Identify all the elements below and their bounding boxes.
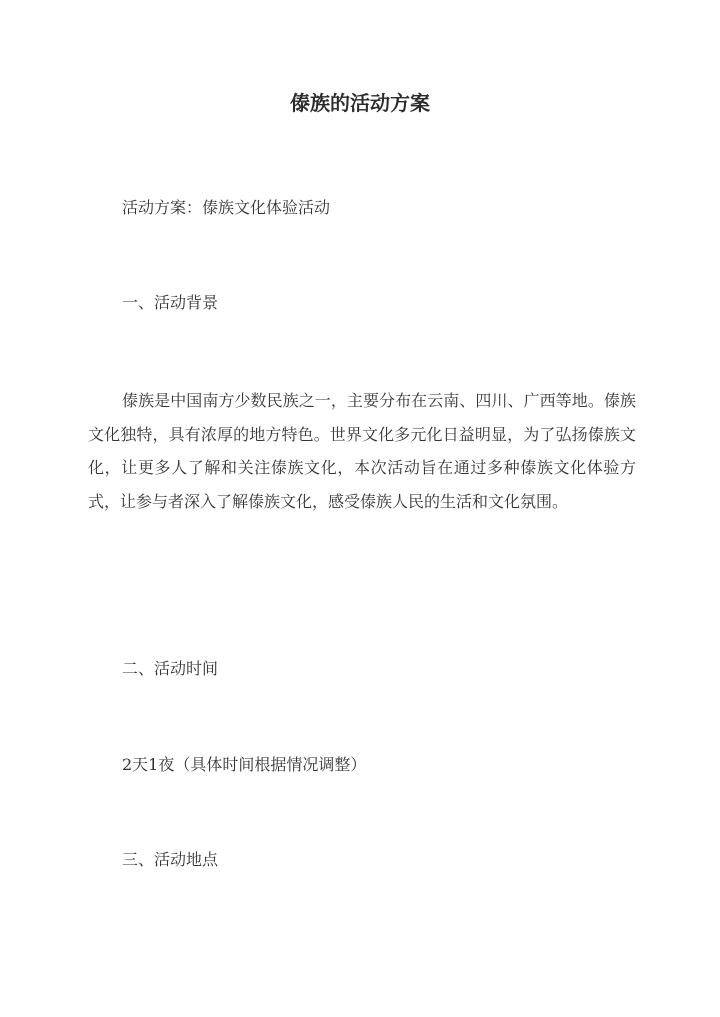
section-body-background: 傣族是中国南方少数民族之一，主要分布在云南、四川、广西等地。傣族文化独特，具有浓厚的地方特色。世界文化多元化日益明显，为了弘扬傣族文化，让更多人了解和关注傣族文化，本次活动旨在通过多种傣族文化体验方式，让参与者深入了解傣族文化，感受傣族人民的生活和文化氛围。 bbox=[88, 391, 636, 511]
section-body-time: 2天1夜（具体时间根据情况调整） bbox=[122, 755, 367, 774]
section-heading-time: 二、活动时间 bbox=[122, 659, 219, 678]
section-heading-location: 三、活动地点 bbox=[122, 850, 219, 869]
section-heading-background: 一、活动背景 bbox=[122, 293, 219, 312]
document-title: 傣族的活动方案 bbox=[290, 91, 430, 115]
activity-plan-line: 活动方案：傣族文化体验活动 bbox=[122, 198, 331, 217]
